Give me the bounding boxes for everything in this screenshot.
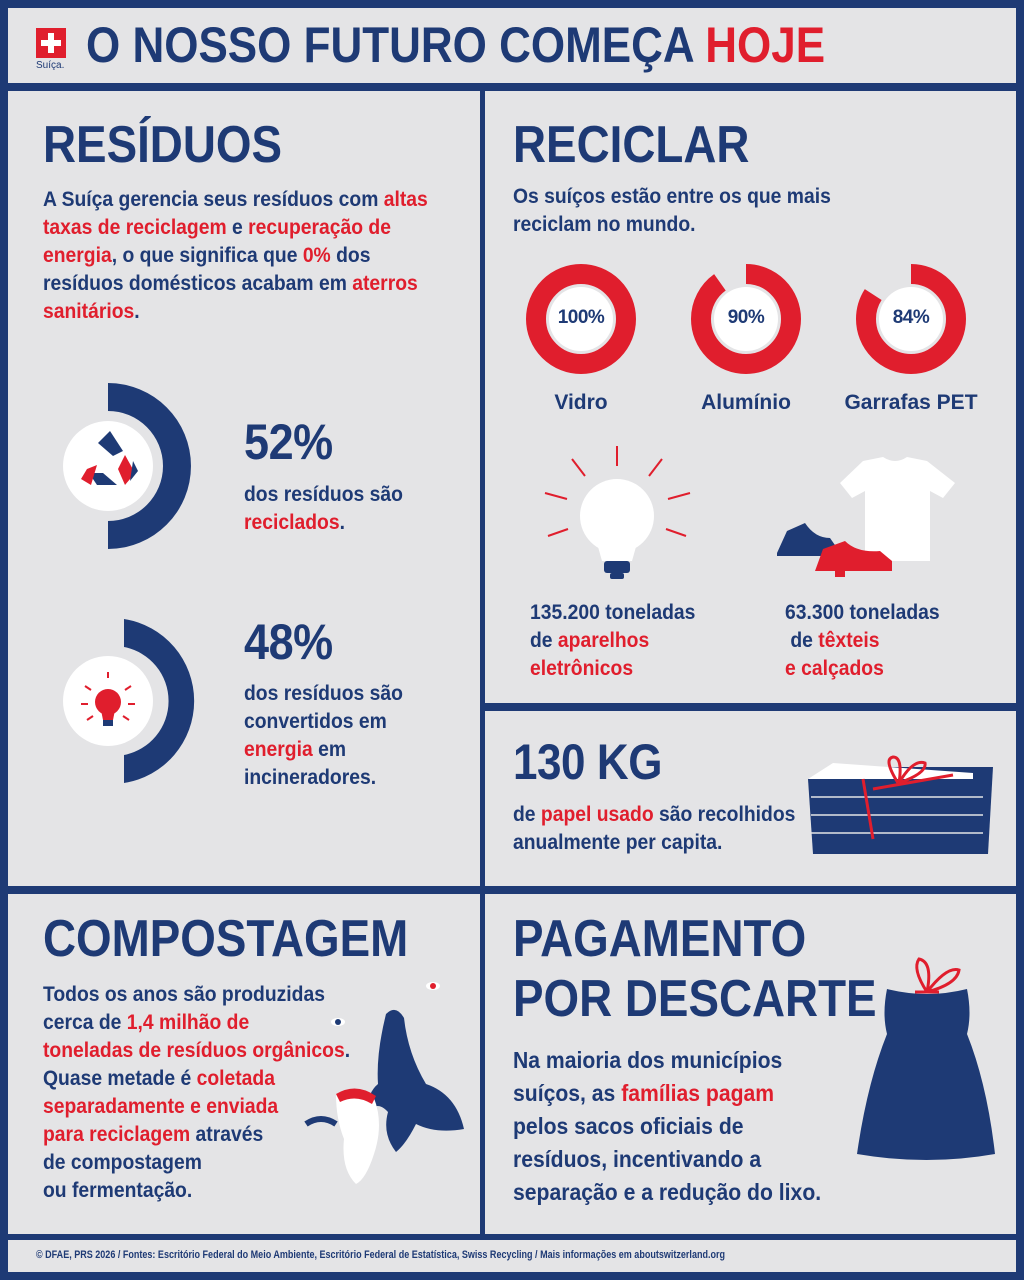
text-segment: separadamente e enviada bbox=[43, 1095, 279, 1118]
stat1-desc: dos resíduos são reciclados. bbox=[244, 483, 403, 534]
text-line bbox=[513, 1176, 821, 1209]
title-accent: HOJE bbox=[705, 17, 826, 73]
text-segment: toneladas de resíduos orgânicos bbox=[43, 1039, 345, 1062]
pay-text bbox=[513, 1044, 821, 1209]
text-segment: Todos os anos são produzidas bbox=[43, 983, 325, 1006]
stat2-desc: dos resíduos são convertidos em energia em incineradores. bbox=[244, 682, 403, 789]
intro-segment: , o que significa que bbox=[111, 244, 303, 267]
text-line bbox=[513, 1077, 821, 1110]
intro-segment: . bbox=[134, 300, 140, 323]
paper-desc: de papel usado são recolhidos anualmente per capita. bbox=[513, 803, 796, 854]
intro-segment: e bbox=[226, 216, 249, 239]
pay-panel bbox=[485, 894, 1016, 1234]
page-title bbox=[86, 16, 825, 74]
text-segment: de compostagem bbox=[43, 1151, 202, 1174]
ring-vidro: 100% bbox=[525, 263, 637, 375]
intro-segment: altas taxas de reciclagem bbox=[43, 188, 428, 239]
reciclar-panel bbox=[485, 91, 1016, 703]
electronics-text: 135.200 toneladas de aparelhos eletrônicos bbox=[530, 601, 696, 680]
text-segment: Na maioria dos municípios bbox=[513, 1047, 783, 1073]
text-segment: ou fermentação. bbox=[43, 1179, 193, 1202]
intro-segment: dos resíduos domésticos acabam em bbox=[43, 244, 371, 295]
text-segment: pelos sacos oficiais de bbox=[513, 1113, 744, 1139]
text-segment: coletada bbox=[196, 1067, 275, 1090]
ring-vidro-label: Vidro bbox=[554, 391, 608, 414]
textiles-text: 63.300 toneladas de têxteis e calçados bbox=[785, 601, 940, 680]
paper-value: 130 KG bbox=[513, 734, 663, 790]
footer-credits: © DFAE, PRS 2026 / Fontes: Escritório Federal do Meio Ambiente, Escritório Federal de Estatística, Swiss Recycling / Mais informações em aboutswitzerland.org bbox=[36, 1249, 726, 1261]
text-segment: separação e a redução do lixo. bbox=[513, 1179, 822, 1205]
compost-panel bbox=[8, 894, 480, 1234]
text-line bbox=[513, 1143, 821, 1176]
intro-segment: A Suíça gerencia seus resíduos com bbox=[43, 188, 384, 211]
text-line bbox=[513, 1044, 821, 1077]
reciclar-title: RECICLAR bbox=[513, 116, 750, 174]
trash-bag-icon bbox=[847, 954, 1007, 1169]
text-segment: . bbox=[344, 1039, 351, 1062]
ring-pet: 84% bbox=[855, 263, 967, 375]
stat1-value: 52% bbox=[244, 414, 333, 470]
text-segment: Quase metade é bbox=[43, 1067, 197, 1090]
text-segment: cerca de bbox=[43, 1011, 127, 1034]
paper-stack-icon bbox=[803, 749, 993, 859]
reciclar-intro: Os suíços estão entre os que mais reciclam no mundo. bbox=[513, 185, 831, 236]
text-segment: suíços, as bbox=[513, 1080, 622, 1106]
title-main: O NOSSO FUTURO COMEÇA bbox=[86, 17, 694, 73]
text-line bbox=[513, 1110, 821, 1143]
intro-segment: recuperação de energia bbox=[43, 216, 391, 267]
recycle-donut bbox=[63, 381, 213, 551]
stat2-value: 48% bbox=[244, 614, 333, 670]
text-segment: famílias pagam bbox=[621, 1080, 775, 1106]
clothing-shoes-icon bbox=[775, 453, 965, 583]
intro-segment: aterros sanitários bbox=[43, 272, 418, 323]
text-segment: 1,4 milhão de bbox=[126, 1011, 250, 1034]
compost-title: COMPOSTAGEM bbox=[43, 910, 409, 968]
banana-apple-icon bbox=[296, 974, 466, 1204]
ring-pet-label: Garrafas PET bbox=[844, 391, 978, 414]
energy-donut bbox=[63, 616, 213, 786]
residuos-intro bbox=[43, 186, 434, 326]
swiss-flag-icon bbox=[36, 28, 66, 58]
paper-panel bbox=[485, 711, 1016, 886]
text-segment: para reciclagem bbox=[43, 1123, 191, 1146]
header-bar bbox=[8, 8, 1016, 83]
intro-segment: 0% bbox=[302, 244, 331, 267]
logo-label: Suíça. bbox=[36, 60, 65, 71]
text-segment: através bbox=[190, 1123, 264, 1146]
residuos-title: RESÍDUOS bbox=[43, 116, 283, 174]
text-segment: resíduos, incentivando a bbox=[513, 1146, 762, 1172]
ring-aluminio: 90% bbox=[690, 263, 802, 375]
fly-icon bbox=[426, 982, 440, 990]
lightbulb-icon bbox=[540, 441, 695, 586]
ring-aluminio-label: Alumínio bbox=[701, 391, 791, 414]
residuos-panel bbox=[8, 91, 480, 886]
footer bbox=[8, 1240, 1016, 1272]
pay-title: PAGAMENTO POR DESCARTE bbox=[513, 910, 877, 1028]
